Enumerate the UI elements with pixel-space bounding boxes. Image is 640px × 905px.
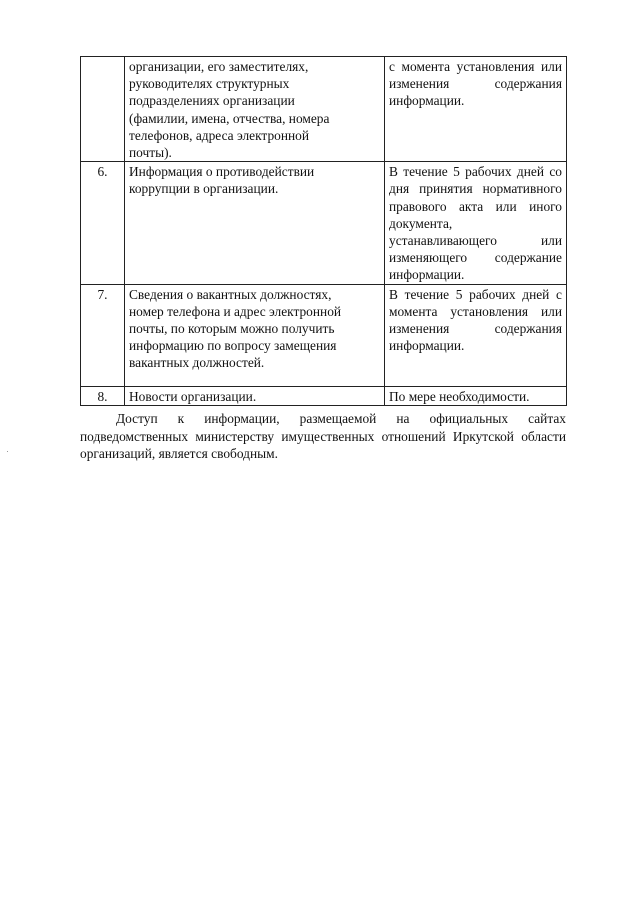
table-row: [81, 284, 567, 386]
row-number: 8.: [81, 386, 125, 405]
row-number: 6.: [81, 162, 125, 284]
row-term: По мере необходимости.: [385, 386, 567, 405]
information-table: [80, 56, 567, 406]
row-information-text: Информация о противодействии коррупции в организации.: [129, 164, 315, 197]
table-row: [81, 162, 567, 284]
table-row: [81, 57, 567, 162]
access-paragraph: Доступ к информации, размещаемой на официальных сайтах подведомственных министерству имущественных отношений Иркутской области организаций, является свободным.: [80, 411, 566, 462]
row-term: В течение 5 рабочих дней с момента установления или изменения содержания информации.: [385, 284, 567, 386]
row-term: с момента установления или изменения содержания информации.: [385, 57, 567, 162]
row-information: [125, 284, 385, 386]
scan-speck: [7, 451, 8, 452]
row-number: [81, 57, 125, 162]
row-information-text: Новости организации.: [129, 388, 257, 404]
row-term: В течение 5 рабочих дней со дня принятия нормативного правового акта или иного документа, устанавливающего или изменяющего содержание информации.: [385, 162, 567, 284]
table-row: [81, 386, 567, 405]
row-information: [125, 57, 385, 162]
row-number: 7.: [81, 284, 125, 386]
row-information: [125, 386, 385, 405]
row-information: [125, 162, 385, 284]
row-information-text: организации, его заместителях, руководителях структурных подразделениях организации (фамилии, имена, отчества, номера телефонов, адреса электронной почты).: [129, 59, 330, 161]
row-information-text: Сведения о вакантных должностях, номер телефона и адрес электронной почты, по которым можно получить информацию по вопросу замещения вакантных должностей.: [129, 286, 342, 371]
